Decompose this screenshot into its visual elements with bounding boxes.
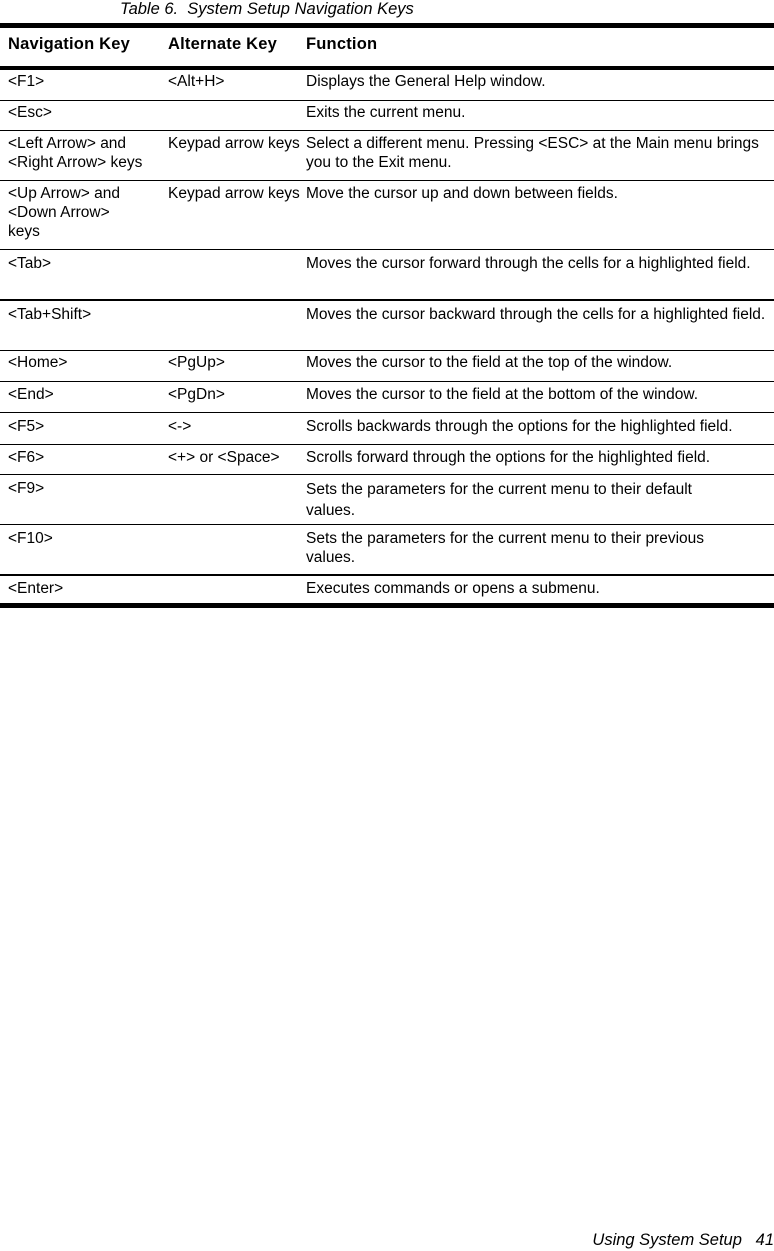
function-cell: Executes commands or opens a submenu. xyxy=(306,580,600,597)
nav-key-cell: <F10> xyxy=(8,530,53,547)
function-cell: Move the cursor up and down between fields. xyxy=(306,185,618,202)
table-row xyxy=(0,382,774,413)
function-cell: Sets the parameters for the current menu to their previous values. xyxy=(306,530,705,566)
table-row xyxy=(0,131,774,181)
table-row xyxy=(0,181,774,250)
function-cell: Moves the cursor to the field at the top of the window. xyxy=(306,354,673,371)
nav-key-cell: <Enter> xyxy=(8,580,64,597)
table-bottom-rule xyxy=(0,603,774,608)
function-cell: Moves the cursor to the field at the bottom of the window. xyxy=(306,386,699,403)
alt-key-cell: <-> xyxy=(168,418,192,435)
function-cell: Moves the cursor backward through the cells for a highlighted field. xyxy=(306,306,766,323)
function-cell: Moves the cursor forward through the cells for a highlighted field. xyxy=(306,255,751,272)
table-row xyxy=(0,70,774,101)
nav-key-cell: <Tab> xyxy=(8,255,52,272)
function-cell: Scrolls forward through the options for the highlighted field. xyxy=(306,449,711,466)
table-row xyxy=(0,525,774,576)
header-function: Function xyxy=(306,35,378,53)
nav-key-cell: <Up Arrow> and <Down Arrow> keys xyxy=(8,185,121,240)
nav-key-cell: <End> xyxy=(8,386,54,403)
table-row xyxy=(0,413,774,445)
table-caption: Table 6. System Setup Navigation Keys xyxy=(120,0,414,18)
table-row xyxy=(0,250,774,301)
function-cell: Select a different menu. Pressing <ESC> at the Main menu brings you to the Exit menu. xyxy=(306,135,759,171)
nav-key-cell: <Left Arrow> and <Right Arrow> keys xyxy=(8,135,143,171)
nav-key-cell: <F5> xyxy=(8,418,45,435)
alt-key-cell: <Alt+H> xyxy=(168,73,225,90)
function-cell: Exits the current menu. xyxy=(306,104,466,121)
function-cell: Scrolls backwards through the options for the highlighted field. xyxy=(306,418,733,435)
table-row xyxy=(0,475,774,525)
alt-key-cell: <PgDn> xyxy=(168,386,225,403)
header-navigation-key: Navigation Key xyxy=(8,35,130,53)
header-alternate-key: Alternate Key xyxy=(168,35,277,53)
function-cell: Sets the parameters for the current menu to their default values. xyxy=(306,481,692,519)
table-row xyxy=(0,351,774,382)
table-row xyxy=(0,445,774,475)
nav-key-cell: <Tab+Shift> xyxy=(8,306,92,323)
nav-key-cell: <F6> xyxy=(8,449,45,466)
table-row xyxy=(0,576,774,603)
nav-key-cell: <Home> xyxy=(8,354,68,371)
alt-key-cell: <+> or <Space> xyxy=(168,449,280,466)
nav-key-cell: <F9> xyxy=(8,480,45,497)
alt-key-cell: Keypad arrow keys xyxy=(168,185,300,202)
function-cell: Displays the General Help window. xyxy=(306,73,546,90)
nav-key-cell: <F1> xyxy=(8,73,45,90)
page-footer: Using System Setup 41 xyxy=(592,1231,774,1249)
table-row xyxy=(0,301,774,351)
table-top-rule xyxy=(0,23,774,28)
alt-key-cell: Keypad arrow keys xyxy=(168,135,300,152)
table-row xyxy=(0,101,774,131)
alt-key-cell: <PgUp> xyxy=(168,354,225,371)
nav-key-cell: <Esc> xyxy=(8,104,52,121)
